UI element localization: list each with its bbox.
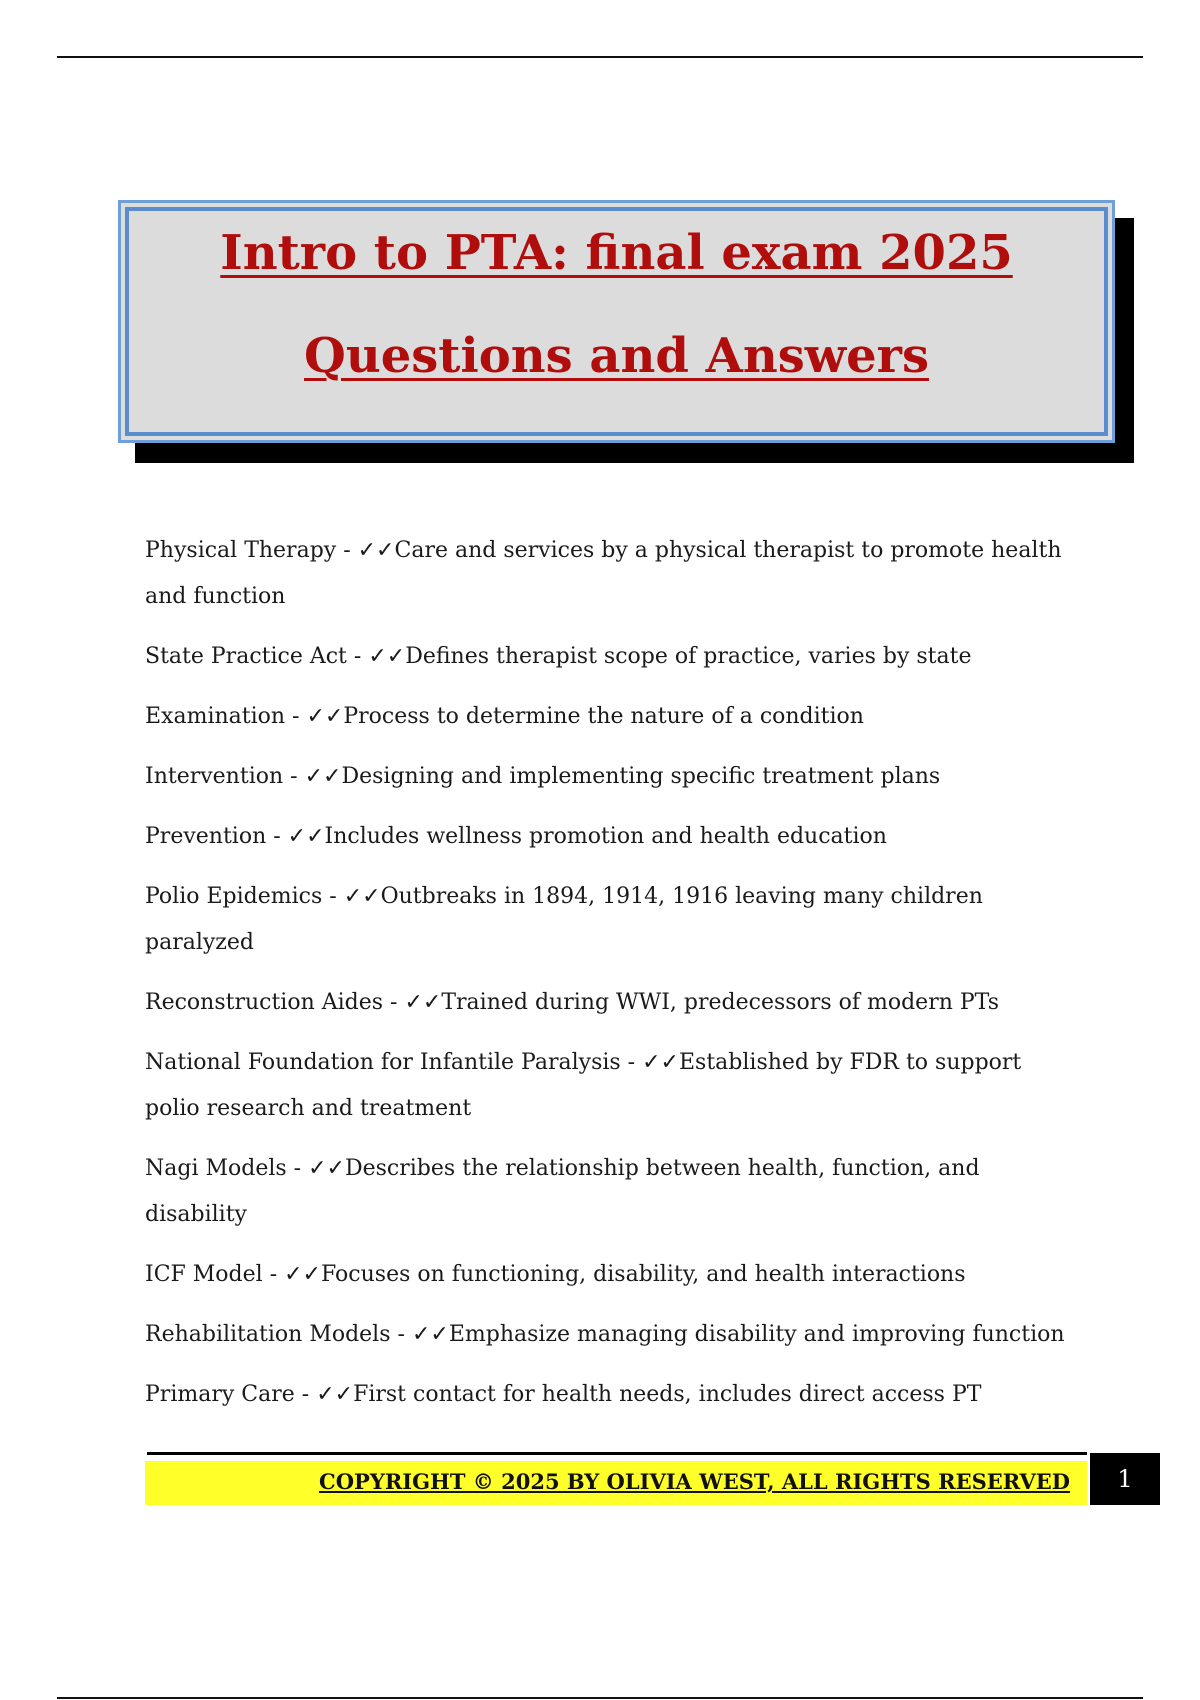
entry-definition: Designing and implementing specific treatment plans [341, 764, 941, 789]
check-icon: ✓✓ [306, 704, 344, 729]
check-icon: ✓✓ [284, 1262, 321, 1287]
document-title: Intro to PTA: final exam 2025 [220, 225, 1013, 281]
bottom-rule [57, 1697, 1143, 1699]
title-box [118, 200, 1115, 443]
entry-term: Rehabilitation Models [145, 1322, 391, 1347]
entry-separator: - [294, 1382, 317, 1407]
entry-definition: Trained during WWI, predecessors of modern PTs [441, 990, 1000, 1015]
top-rule [57, 56, 1143, 58]
copyright-text: COPYRIGHT © 2025 BY OLIVIA WEST, ALL RIGHTS RESERVED [319, 1469, 1070, 1494]
entry-definition: Care and services by a physical therapist to promote health and function [145, 538, 1062, 609]
term-definition-list [145, 528, 1075, 1432]
entry-definition: Process to determine the nature of a condition [343, 704, 864, 729]
check-icon: ✓✓ [343, 884, 381, 909]
entry-separator: - [336, 538, 358, 563]
check-icon: ✓✓ [368, 644, 406, 669]
list-item [145, 980, 1075, 1026]
entry-separator: - [262, 1262, 285, 1287]
list-item [145, 1040, 1075, 1132]
entry-separator: - [383, 990, 405, 1015]
list-item [145, 1312, 1075, 1358]
list-item [145, 814, 1075, 860]
entry-definition: First contact for health needs, includes direct access PT [353, 1382, 982, 1407]
entry-definition: Outbreaks in 1894, 1914, 1916 leaving many children paralyzed [145, 884, 983, 955]
list-item [145, 634, 1075, 680]
entry-term: Physical Therapy [145, 538, 337, 563]
entry-term: State Practice Act [145, 644, 347, 669]
entry-definition: Established by FDR to support polio research and treatment [145, 1050, 1022, 1121]
entry-term: Nagi Models [145, 1156, 287, 1181]
entry-separator: - [390, 1322, 412, 1347]
entry-separator: - [286, 1156, 309, 1181]
entry-separator: - [322, 884, 344, 909]
list-item [145, 1252, 1075, 1298]
list-item [145, 1372, 1075, 1418]
entry-separator: - [346, 644, 369, 669]
entry-separator: - [266, 824, 288, 849]
entry-term: ICF Model [145, 1262, 263, 1287]
entry-term: Intervention [145, 764, 284, 789]
list-item [145, 694, 1075, 740]
check-icon: ✓✓ [287, 824, 325, 849]
entry-term: Reconstruction Aides [145, 990, 384, 1015]
entry-separator: - [620, 1050, 643, 1075]
footer-rule [147, 1452, 1087, 1455]
check-icon: ✓✓ [357, 538, 395, 563]
document-subtitle: Questions and Answers [304, 328, 929, 384]
check-icon: ✓✓ [304, 764, 342, 789]
entry-term: Primary Care [145, 1382, 295, 1407]
entry-separator: - [283, 764, 305, 789]
list-item [145, 1146, 1075, 1238]
list-item [145, 874, 1075, 966]
entry-term: National Foundation for Infantile Paralysis [145, 1050, 621, 1075]
entry-definition: Defines therapist scope of practice, varies by state [405, 644, 972, 669]
check-icon: ✓✓ [316, 1382, 354, 1407]
entry-term: Prevention [145, 824, 267, 849]
list-item [145, 754, 1075, 800]
entry-separator: - [285, 704, 307, 729]
check-icon: ✓✓ [404, 990, 442, 1015]
page-number: 1 [1090, 1453, 1160, 1505]
entry-definition: Includes wellness promotion and health education [324, 824, 887, 849]
check-icon: ✓✓ [411, 1322, 449, 1347]
entry-term: Polio Epidemics [145, 884, 323, 909]
entry-definition: Emphasize managing disability and improving function [448, 1322, 1065, 1347]
copyright-bar [145, 1461, 1087, 1505]
entry-definition: Focuses on functioning, disability, and health interactions [321, 1262, 966, 1287]
list-item [145, 528, 1075, 620]
check-icon: ✓✓ [308, 1156, 345, 1181]
entry-definition: Describes the relationship between health, function, and disability [145, 1156, 980, 1227]
entry-term: Examination [145, 704, 286, 729]
check-icon: ✓✓ [642, 1050, 679, 1075]
